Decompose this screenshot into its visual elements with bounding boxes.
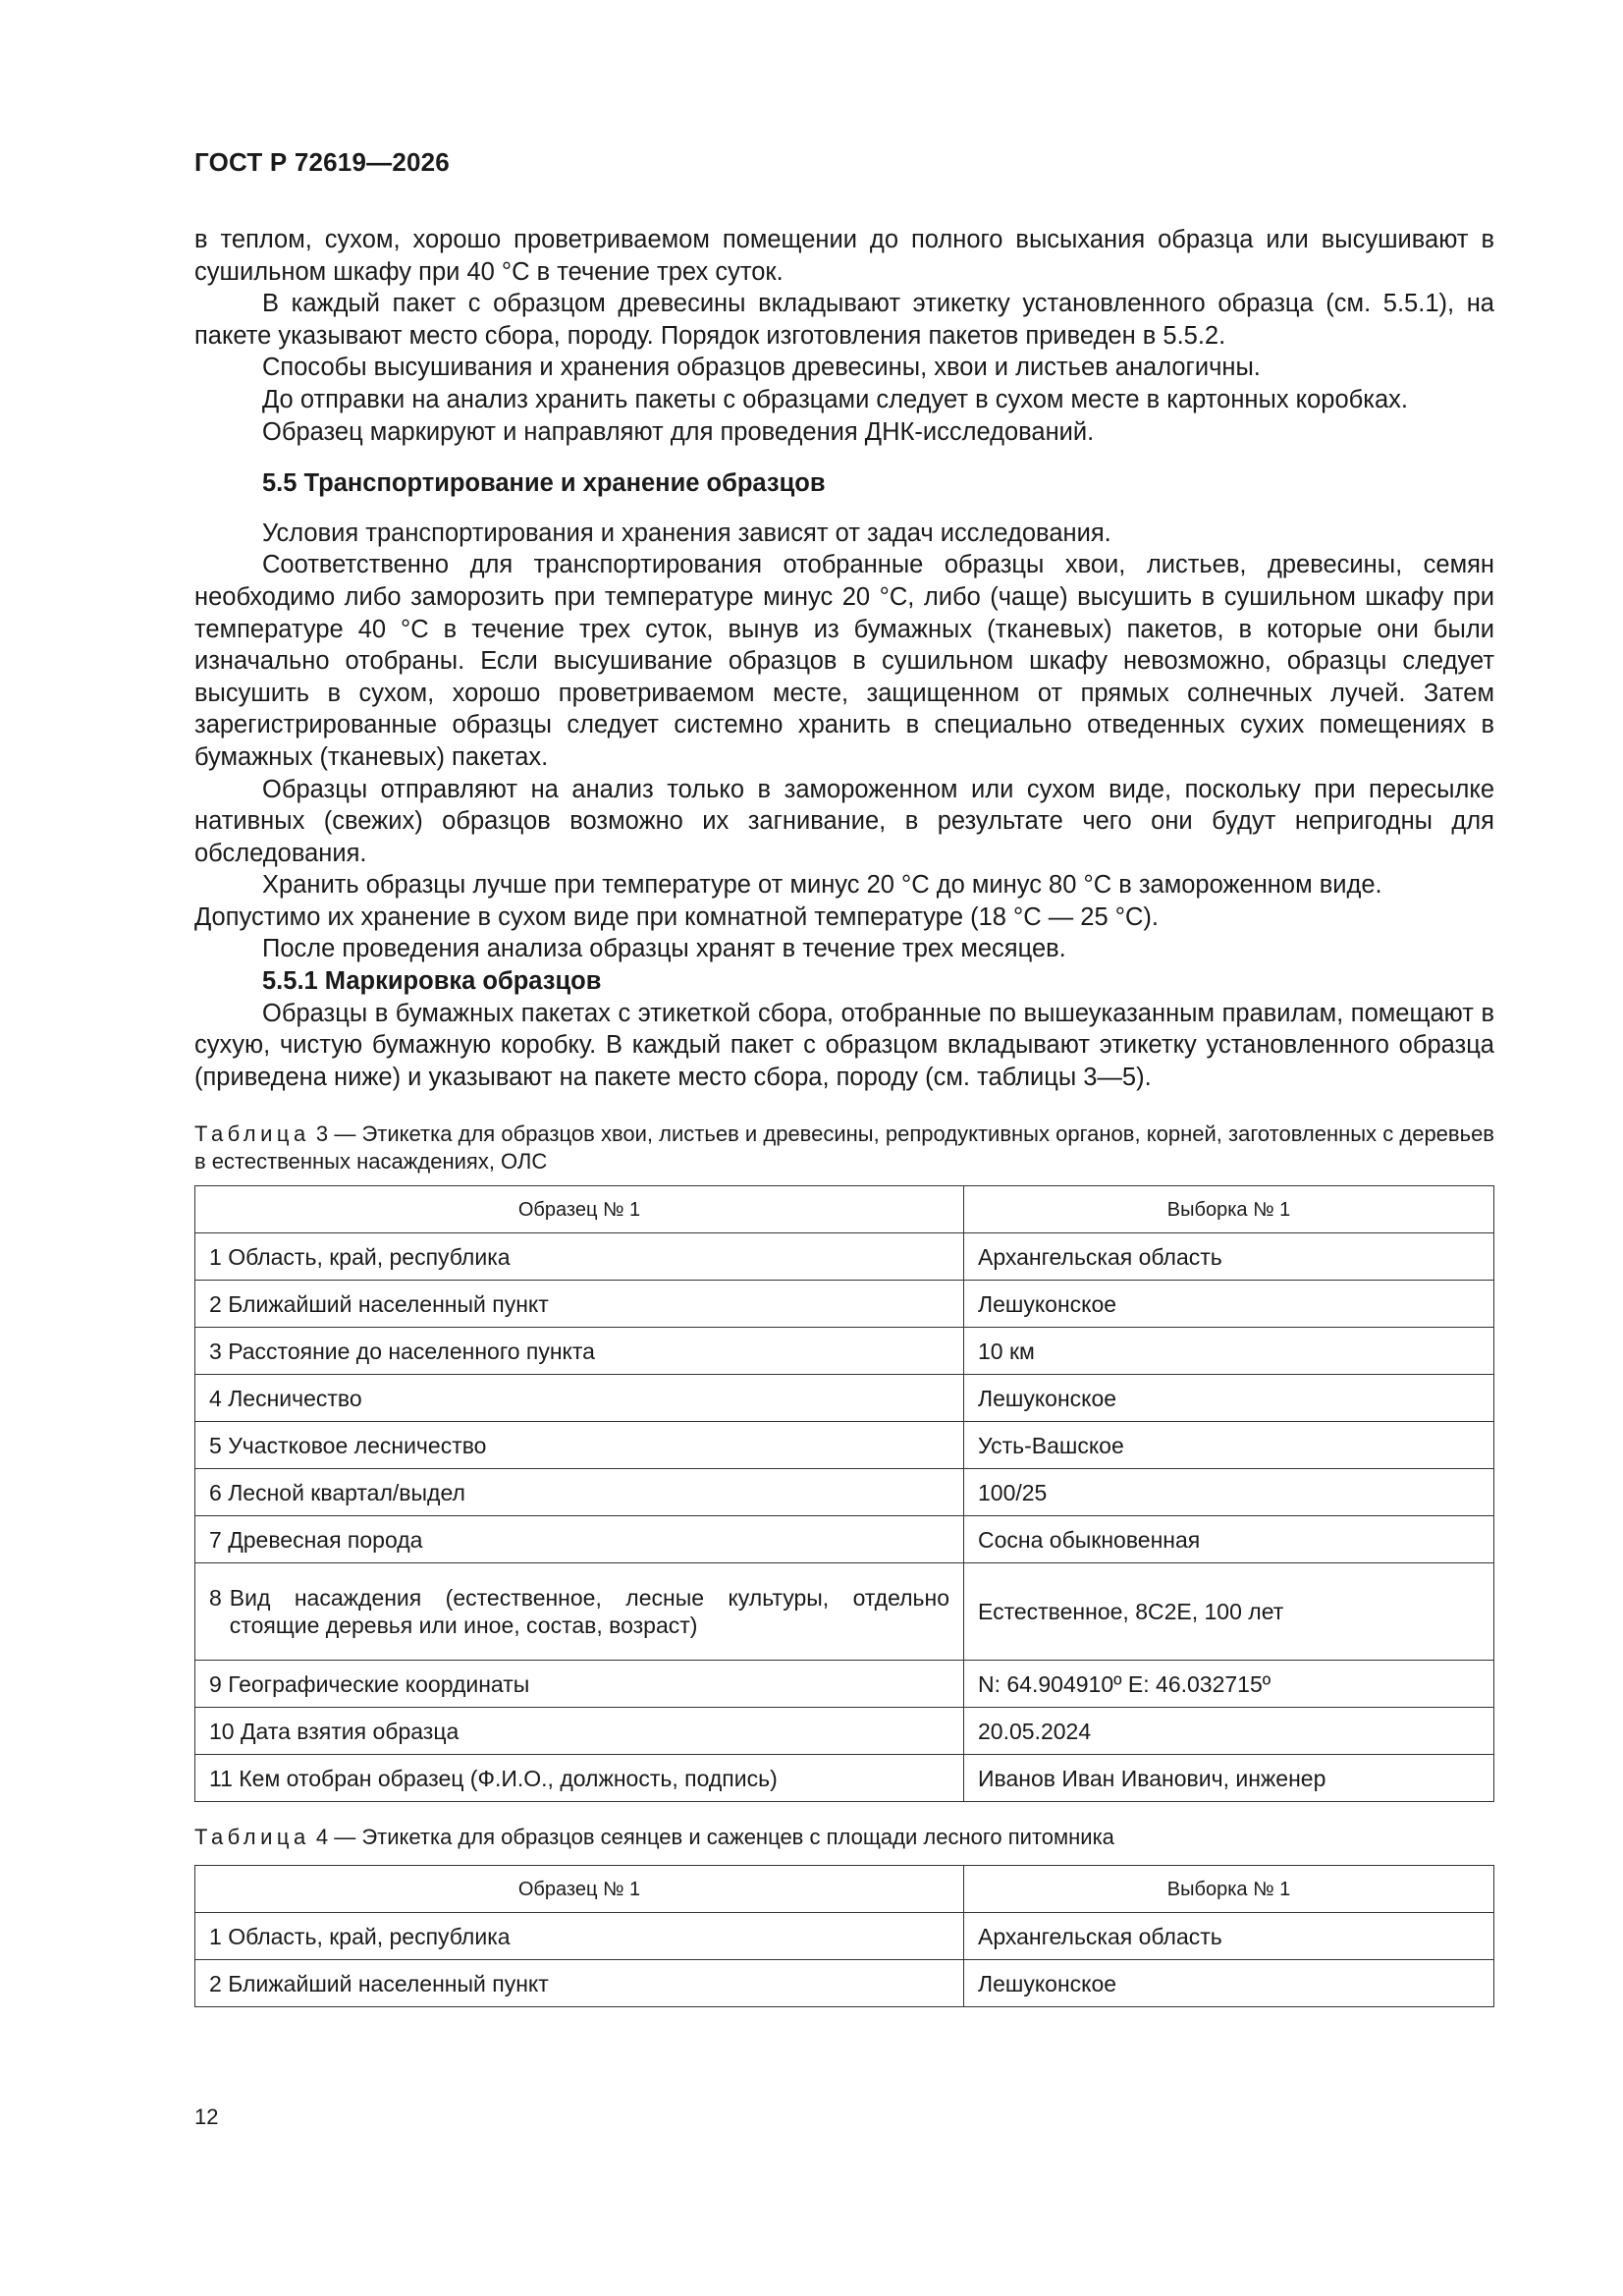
table-cell-field xyxy=(195,1960,964,2007)
table-row xyxy=(195,1960,1494,2007)
table-cell-field xyxy=(195,1233,964,1281)
paragraph: До отправки на анализ хранить пакеты с образцами следует в сухом месте в картонных коробках. xyxy=(262,385,1408,413)
paragraph: Условия транспортирования и хранения зависят от задач исследования. xyxy=(262,519,1111,547)
paragraph: Образцы отправляют на анализ только в замороженном или сухом виде, поскольку при пересылке нативных (свежих) образцов возможно их загнивание, в результате чего они будут непригодны для обследования. xyxy=(194,775,1494,867)
table-3 xyxy=(194,1185,1494,1802)
table-header-cell: Выборка № 1 xyxy=(964,1866,1494,1913)
table-row xyxy=(195,1233,1494,1281)
table-cell-field xyxy=(195,1913,964,1960)
row-number: 11 xyxy=(209,1765,233,1791)
row-field: Участковое лесничество xyxy=(228,1432,487,1458)
table-cell-value: Сосна обыкновенная xyxy=(964,1516,1494,1563)
row-number: 4 xyxy=(209,1385,222,1411)
row-number: 6 xyxy=(209,1479,222,1505)
row-field: Ближайший населенный пункт xyxy=(228,1970,549,1996)
table-header-cell: Выборка № 1 xyxy=(964,1186,1494,1233)
table-header-cell: Образец № 1 xyxy=(195,1866,964,1913)
table-cell-value: Лешуконское xyxy=(964,1960,1494,2007)
row-field: Лесничество xyxy=(228,1385,362,1411)
body-text xyxy=(194,224,1494,2007)
page-number: 12 xyxy=(194,2105,219,2129)
table-header-row xyxy=(195,1866,1494,1913)
table-cell-field xyxy=(195,1375,964,1422)
row-field: Дата взятия образца xyxy=(240,1718,460,1744)
table-cell-value: Архангельская область xyxy=(964,1913,1494,1960)
row-number: 2 xyxy=(209,1290,222,1317)
table-cell-field xyxy=(195,1328,964,1375)
row-field: Лесной квартал/выдел xyxy=(228,1479,465,1505)
paragraph: в теплом, сухом, хорошо проветриваемом помещении до полного высыхания образца или высушивают в сушильном шкафу при 40 °С в течение трех суток. xyxy=(194,226,1494,286)
table-cell-value: Иванов Иван Иванович, инженер xyxy=(964,1755,1494,1802)
table-row xyxy=(195,1913,1494,1960)
row-number: 9 xyxy=(209,1670,222,1697)
paragraph: После проведения анализа образцы хранят в течение трех месяцев. xyxy=(262,935,1066,963)
table-header-cell: Образец № 1 xyxy=(195,1186,964,1233)
row-number: 7 xyxy=(209,1526,222,1553)
table-cell-field xyxy=(195,1469,964,1516)
paragraph: Допустимо их хранение в сухом виде при комнатной температуре (18 °С — 25 °С). xyxy=(194,902,1159,931)
table-row xyxy=(195,1469,1494,1516)
paragraph: Образец маркируют и направляют для проведения ДНК-исследований. xyxy=(262,417,1095,446)
table-cell-field xyxy=(195,1563,964,1661)
table-cell-value: Лешуконское xyxy=(964,1281,1494,1328)
table-cell-field xyxy=(195,1661,964,1708)
table-3-caption xyxy=(194,1121,1494,1175)
table-cell-value: 10 км xyxy=(964,1328,1494,1375)
table-cell-value: Архангельская область xyxy=(964,1233,1494,1281)
table-row xyxy=(195,1755,1494,1802)
row-field: Древесная порода xyxy=(228,1526,423,1553)
table-row xyxy=(195,1563,1494,1661)
table-cell-value: 20.05.2024 xyxy=(964,1708,1494,1755)
row-number: 8 xyxy=(209,1585,222,1612)
paragraph: Хранить образцы лучше при температуре от минус 20 °С до минус 80 °С в замороженном виде. xyxy=(262,871,1382,900)
table-row xyxy=(195,1375,1494,1422)
row-field: Расстояние до населенного пункта xyxy=(228,1338,595,1364)
table-row xyxy=(195,1516,1494,1563)
table-caption-text: 3 — Этикетка для образцов хвои, листьев и древесины, репродуктивных органов, корней, заготовленных с деревьев в естественных насаждениях, ОЛС xyxy=(194,1121,1494,1175)
table-header-row xyxy=(195,1186,1494,1233)
section-heading-5-5-1: 5.5.1 Маркировка образцов xyxy=(262,967,602,996)
table-row xyxy=(195,1281,1494,1328)
table-label: Таблица xyxy=(194,1825,310,1850)
table-cell-field xyxy=(195,1422,964,1469)
paragraph: Способы высушивания и хранения образцов древесины, хвои и листьев аналогичны. xyxy=(262,354,1261,382)
table-cell-value: N: 64.904910º E: 46.032715º xyxy=(964,1661,1494,1708)
table-4-caption xyxy=(194,1824,1494,1851)
row-field: Область, край, республика xyxy=(228,1243,511,1270)
table-cell-value: Лешуконское xyxy=(964,1375,1494,1422)
row-field: Географические координаты xyxy=(228,1670,530,1697)
row-field: Область, край, республика xyxy=(228,1923,511,1949)
table-caption-text: 4 — Этикетка для образцов сеянцев и саженцев с площади лесного питомника xyxy=(309,1825,1114,1850)
paragraph: В каждый пакет с образцом древесины вкладывают этикетку установленного образца (см. 5.5.1), на пакете указывают место сбора, породу. Порядок изготовления пакетов приведен в 5.5.2. xyxy=(194,290,1494,350)
document-header: ГОСТ Р 72619—2026 xyxy=(194,147,450,177)
table-cell-value: Усть-Вашское xyxy=(964,1422,1494,1469)
table-row xyxy=(195,1708,1494,1755)
section-heading-5-5: 5.5 Транспортирование и хранение образцов xyxy=(262,469,826,498)
table-cell-value: Естественное, 8С2Е, 100 лет xyxy=(964,1563,1494,1661)
table-row xyxy=(195,1422,1494,1469)
row-number: 1 xyxy=(209,1243,222,1270)
paragraph: Соответственно для транспортирования отобранные образцы хвои, листьев, древесины, семян необходимо либо заморозить при температуре минус 20 °С, либо (чаще) высушить в сушильном шкафу при температуре 40 °С в течение трех суток, вынув из бумажных (тканевых) пакетов, в которые они были изначально отобраны. Если высушивание образцов в сушильном шкафу невозможно, образцы следует высушить в сухом, хорошо проветриваемом месте, защищенном от прямых солнечных лучей. Затем зарегистрированные образцы следует системно хранить в специально отведенных сухих помещениях в бумажных (тканевых) пакетах. xyxy=(194,551,1494,771)
row-field: Кем отобран образец (Ф.И.О., должность, подпись) xyxy=(239,1765,778,1791)
paragraph: Образцы в бумажных пакетах с этикеткой сбора, отобранные по вышеуказанным правилам, помещают в сухую, чистую бумажную коробку. В каждый пакет с образцом вкладывают этикетку установленного образца (приведена ниже) и указывают на пакете место сбора, породу (см. таблицы 3—5). xyxy=(194,999,1494,1091)
table-label: Таблица xyxy=(194,1121,310,1147)
row-number: 5 xyxy=(209,1432,222,1458)
table-cell-field xyxy=(195,1755,964,1802)
table-cell-value: 100/25 xyxy=(964,1469,1494,1516)
table-row xyxy=(195,1661,1494,1708)
table-4 xyxy=(194,1865,1494,2007)
table-cell-field xyxy=(195,1516,964,1563)
table-row xyxy=(195,1328,1494,1375)
row-number: 2 xyxy=(209,1970,222,1996)
table-cell-field xyxy=(195,1708,964,1755)
row-field: Ближайший населенный пункт xyxy=(228,1290,549,1317)
row-number: 1 xyxy=(209,1923,222,1949)
table-cell-field xyxy=(195,1281,964,1328)
row-field: Вид насаждения (естественное, лесные культуры, отдельно стоящие деревья или иное, состав, возраст) xyxy=(229,1585,949,1639)
row-number: 10 xyxy=(209,1718,235,1744)
row-number: 3 xyxy=(209,1338,222,1364)
